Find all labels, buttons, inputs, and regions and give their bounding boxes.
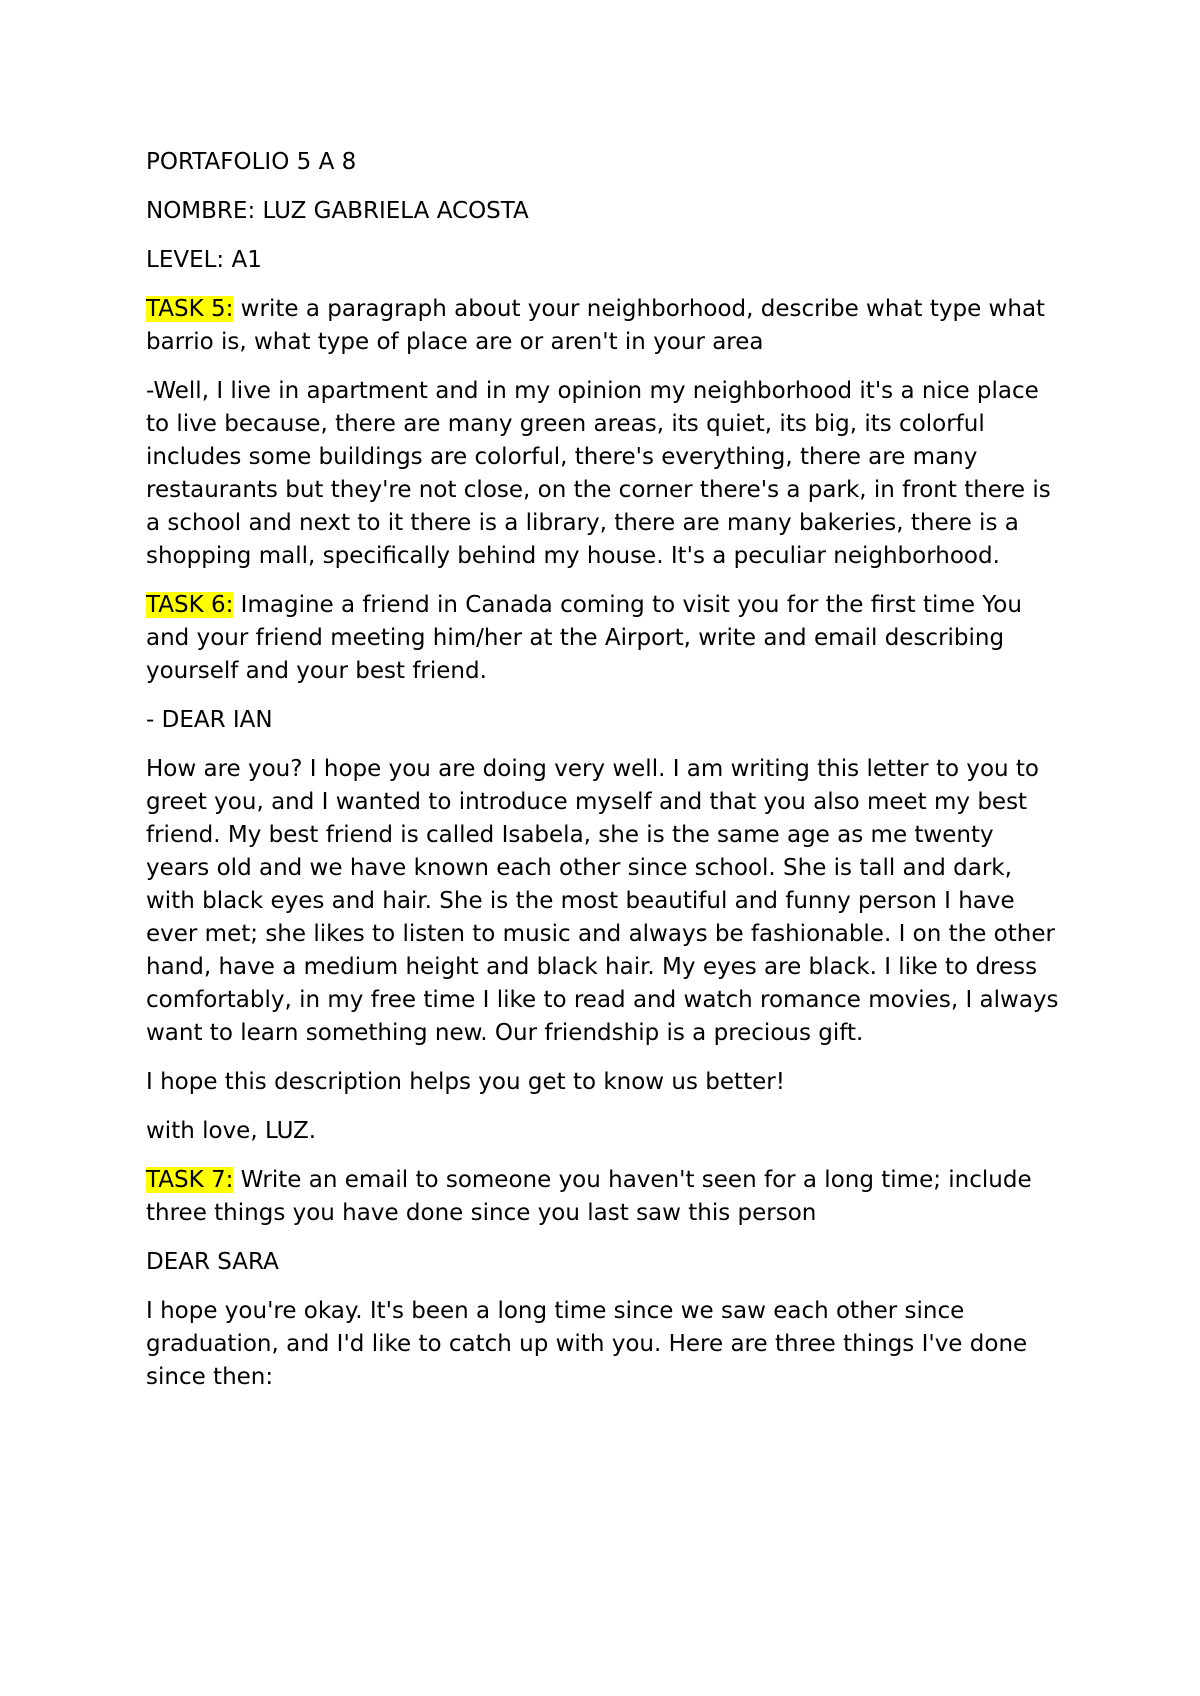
task7-label: TASK 7:: [146, 1167, 234, 1193]
student-name: NOMBRE: LUZ GABRIELA ACOSTA: [146, 198, 529, 224]
task6-letter-body: How are you? I hope you are doing very well. I am writing this letter to you to greet you, and I wanted to introduce myself and that you also meet my best friend. My best friend is called Isabela, she is the same age as me twenty years old and we have known each other since school. She is tall and dark, with black eyes and hair. She is the most beautiful and funny person I have ever met; she likes to listen to music and always be fashionable. I on the other hand, have a medium height and black hair. My eyes are black. I like to dress comfortably, in my free time I like to read and watch romance movies, I always want to learn something new. Our friendship is a precious gift.: [146, 756, 1059, 1046]
task6-label: TASK 6:: [146, 592, 234, 618]
task7-prompt-text: Write an email to someone you haven't seen for a long time; include three things you have done since you last saw this person: [146, 1167, 1032, 1226]
task6-signoff: with love, LUZ.: [146, 1118, 317, 1144]
student-level: LEVEL: A1: [146, 247, 262, 273]
task5-prompt-text: write a paragraph about your neighborhood, describe what type what barrio is, what type of place are or aren't in your area: [146, 296, 1046, 355]
task6-prompt: [146, 589, 1060, 688]
task5-answer: -Well, I live in apartment and in my opinion my neighborhood it's a nice place to live because, there are many green areas, its quiet, its big, its colorful includes some buildings are colorful, there's everything, there are many restaurants but they're not close, on the corner there's a park, in front there is a school and next to it there is a library, there are many bakeries, there is a shopping mall, specifically behind my house. It's a peculiar neighborhood.: [146, 378, 1051, 569]
task5-prompt: [146, 293, 1060, 359]
task6-greeting: - DEAR IAN: [146, 707, 273, 733]
task7-letter-body: I hope you're okay. It's been a long time since we saw each other since graduation, and I'd like to catch up with you. Here are three things I've done since then:: [146, 1298, 1028, 1390]
task5-label: TASK 5:: [146, 296, 234, 322]
task6-closing-line: I hope this description helps you get to know us better!: [146, 1069, 785, 1095]
task7-greeting: DEAR SARA: [146, 1249, 279, 1275]
task6-prompt-text: Imagine a friend in Canada coming to visit you for the first time You and your friend meeting him/her at the Airport, write and email describing yourself and your best friend.: [146, 592, 1022, 684]
document-title: PORTAFOLIO 5 A 8: [146, 149, 357, 175]
task7-prompt: [146, 1164, 1060, 1230]
